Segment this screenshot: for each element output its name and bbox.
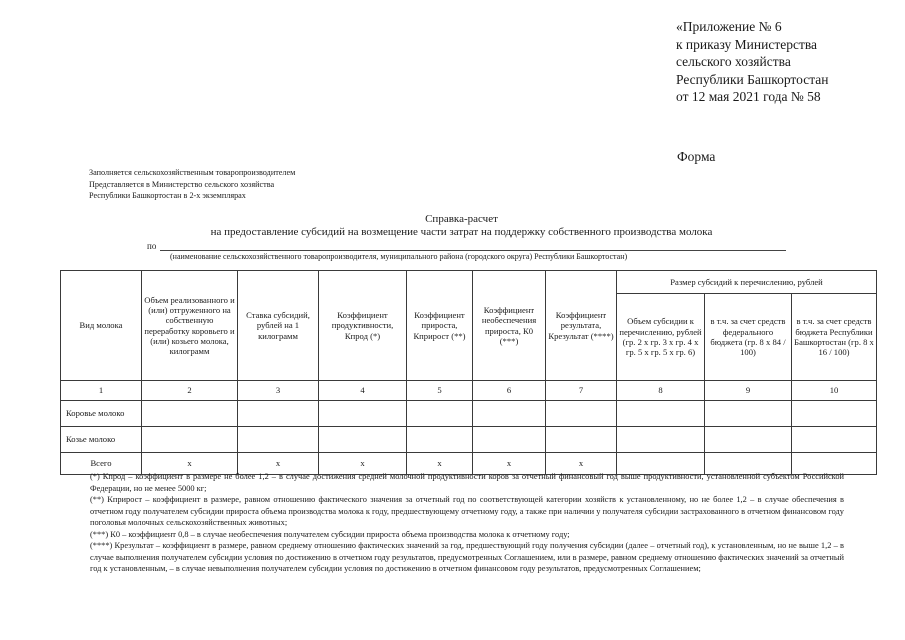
appendix-line: от 12 мая 2021 года № 58 bbox=[676, 89, 821, 104]
calculation-table bbox=[60, 270, 877, 475]
po-fill-line[interactable] bbox=[160, 250, 786, 251]
footnotes bbox=[90, 471, 844, 575]
column-number: 3 bbox=[238, 381, 319, 401]
po-caption: (наименование сельскохозяйственного товаропроизводителя, муниципального района (городского округа) Республики Башкортостан) bbox=[170, 252, 628, 261]
table-cell[interactable] bbox=[792, 427, 877, 453]
table-cell[interactable] bbox=[792, 401, 877, 427]
po-label: по bbox=[147, 241, 157, 251]
table-cell[interactable] bbox=[238, 427, 319, 453]
footnote: (*) Кпрод – коэффициент в размере не более 1,2 – в случае достижения средней молочной продуктивности коров за отчетный финансовый год выше продуктивности, установленной субъектом Российской Федерации, но не менее 5000 кг; bbox=[90, 472, 844, 493]
header-cell: Ставка субсидий, рублей на 1 килограмм bbox=[238, 271, 319, 381]
form-label: Форма bbox=[677, 149, 716, 164]
column-number: 8 bbox=[617, 381, 705, 401]
fill-note: Представляется в Министерство сельского хозяйства bbox=[89, 179, 275, 189]
header-cell: Коэффициент необеспечения прироста, К0 (***) bbox=[473, 271, 546, 381]
row-label: Всего bbox=[61, 453, 142, 475]
column-number: 7 bbox=[546, 381, 617, 401]
footnote: (****) Крезультат – коэффициент в размере, равном среднему отношению фактических значений за год, предшествующий году получения субсидии (далее – отчетный год), к установленным, но не выше 1,2 – в случае выполнения получателем субсидии условия по достижению в отчетном году результатов, предусмотренных Соглашением, или в размере, равном среднему отношению фактических значений за отчетный год к установленным, – в случае невыполнения получателем субсидии условия по достижению в отчетном финансовом году результатов, предусмотренных Соглашением; bbox=[90, 541, 844, 573]
header-cell: в т.ч. за счет средств федерального бюджета (гр. 8 х 84 / 100) bbox=[705, 294, 792, 381]
table-cell[interactable] bbox=[238, 401, 319, 427]
table-cell[interactable] bbox=[546, 427, 617, 453]
table-cell[interactable] bbox=[473, 427, 546, 453]
table-cell[interactable] bbox=[407, 427, 473, 453]
header-cell: Коэффициент результата, Крезультат (****) bbox=[546, 271, 617, 381]
table-cell[interactable] bbox=[473, 401, 546, 427]
table-row bbox=[61, 427, 877, 453]
header-group-cell: Размер субсидий к перечислению, рублей bbox=[617, 271, 877, 294]
column-number: 10 bbox=[792, 381, 877, 401]
table-cell[interactable] bbox=[705, 401, 792, 427]
fill-note: Республики Башкортостан в 2-х экземплярах bbox=[89, 191, 246, 200]
appendix-line: «Приложение № 6 bbox=[676, 19, 782, 34]
column-number: 9 bbox=[705, 381, 792, 401]
table-cell[interactable] bbox=[546, 401, 617, 427]
column-number: 2 bbox=[142, 381, 238, 401]
column-number: 1 bbox=[61, 381, 142, 401]
table-cell[interactable] bbox=[705, 427, 792, 453]
row-label: Козье молоко bbox=[61, 427, 142, 453]
table-cell[interactable] bbox=[319, 401, 407, 427]
fill-notes bbox=[89, 167, 295, 202]
document-title: Справка-расчет bbox=[425, 213, 498, 225]
table-cell[interactable] bbox=[617, 401, 705, 427]
table-cell: х bbox=[142, 453, 238, 475]
header-cell: Объем реализованного и (или) отгруженного на собственную переработку коровьего и (или) козьего молока, килограмм bbox=[142, 271, 238, 381]
table-cell: х bbox=[407, 453, 473, 475]
table-cell[interactable] bbox=[142, 427, 238, 453]
column-number: 4 bbox=[319, 381, 407, 401]
footnote: (**) Кприрост – коэффициент в размере, равном отношению фактического значения за отчетный год по соответствующей категории хозяйств к установленному, но не более 1,2 – в случае обеспечения в отчетном году получателем субсидии прироста объема производства молока к году, предшествующему отчетному году, а также при наличии у получателя субсидии застрахованного в отчетном финансовом году поголовья молочных сельскохозяйственных животных; bbox=[90, 495, 844, 527]
appendix-block bbox=[676, 18, 829, 106]
header-cell: Коэффициент прироста, Кприрост (**) bbox=[407, 271, 473, 381]
table-header-row bbox=[61, 271, 877, 294]
fill-note: Заполняется сельскохозяйственным товаропроизводителем bbox=[89, 168, 296, 177]
table-cell[interactable] bbox=[407, 401, 473, 427]
appendix-line: Республики Башкортостан bbox=[676, 71, 829, 87]
column-number: 5 bbox=[407, 381, 473, 401]
table-cell[interactable] bbox=[142, 401, 238, 427]
table-cell[interactable] bbox=[617, 427, 705, 453]
table-cell: х bbox=[238, 453, 319, 475]
table-cell: х bbox=[473, 453, 546, 475]
appendix-line: сельского хозяйства bbox=[676, 54, 791, 69]
appendix-line: к приказу Министерства bbox=[676, 36, 818, 52]
header-cell: Коэффициент продуктивности, Кпрод (*) bbox=[319, 271, 407, 381]
header-cell: в т.ч. за счет средств бюджета Республики Башкортостан (гр. 8 х 16 / 100) bbox=[792, 294, 877, 381]
table-row bbox=[61, 401, 877, 427]
header-cell: Вид молока bbox=[61, 271, 142, 381]
column-number-row bbox=[61, 381, 877, 401]
table-cell[interactable] bbox=[319, 427, 407, 453]
header-cell: Объем субсидии к перечислению, рублей (гр. 2 х гр. 3 х гр. 4 х гр. 5 х гр. 5 х гр. 6) bbox=[617, 294, 705, 381]
table-cell: х bbox=[546, 453, 617, 475]
document-subtitle: на предоставление субсидий на возмещение части затрат на поддержку собственного производства молока bbox=[210, 226, 713, 238]
table-cell: х bbox=[319, 453, 407, 475]
column-number: 6 bbox=[473, 381, 546, 401]
footnote: (***) К0 – коэффициент 0,8 – в случае необеспечения получателем субсидии прироста объема производства молока к отчетному году; bbox=[90, 529, 570, 539]
row-label: Коровье молоко bbox=[61, 401, 142, 427]
